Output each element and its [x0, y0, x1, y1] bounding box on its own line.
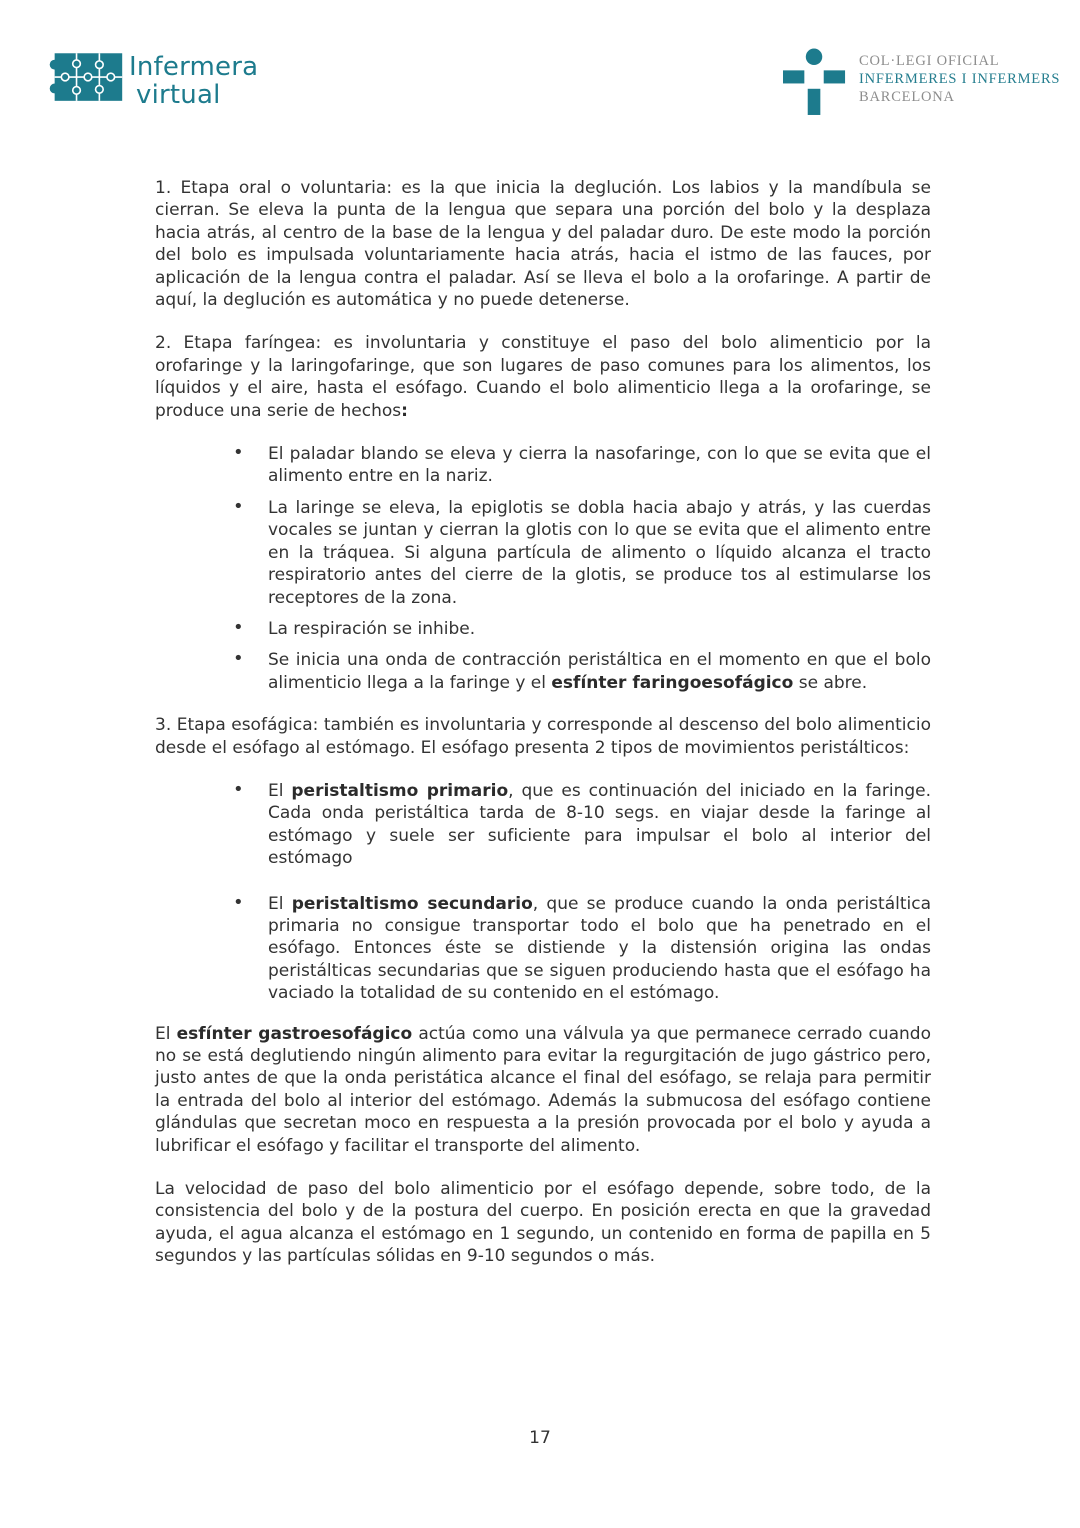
- logo-text-line1: Infermera: [129, 52, 259, 82]
- paragraph-velocidad-paso: La velocidad de paso del bolo alimenticio por el esófago depende, sobre todo, de la consistencia del bolo y de la postura del cuerpo. En posición erecta en que la gravedad ayuda, el agua alcanza el estómago en 1 segundo, un contenido en forma de papilla en 5 segundos y las partículas sólidas en 9-10 segundos o más.: [155, 1179, 931, 1267]
- coib-line2: INFERMERES I INFERMERS: [859, 71, 1061, 87]
- list-item: • La respiración se inhibe.: [155, 618, 931, 640]
- bullet-list-etapa-faringea: [155, 443, 931, 694]
- list-item: • El peristaltismo secundario, que se produce cuando la onda peristáltica primaria no consigue transportar todo el bolo que ha penetrado en el esófago. Entonces éste se distiende y la distensión origina las ondas peristálticas secundarias que se siguen produciendo hasta que el esófago ha vaciado la totalidad de su contenido en el estómago.: [155, 893, 931, 1005]
- list-item: • El peristaltismo primario, que es continuación del iniciado en la faringe. Cada onda peristáltica tarda de 8-10 segs. en viajar desde la faringe al estómago y suele ser suficiente para impulsar el bolo al interior del estómago: [155, 780, 931, 870]
- paragraph-etapa-esofagica: 3. Etapa esofágica: también es involuntaria y corresponde al descenso del bolo alimenticio desde el esófago al estómago. El esófago presenta 2 tipos de movimientos peristálticos:: [155, 715, 931, 758]
- infermera-virtual-logo: [48, 52, 258, 109]
- paragraph-etapa-oral: 1. Etapa oral o voluntaria: es la que inicia la deglución. Los labios y la mandíbula se cierran. Se eleva la punta de la lengua que separa una porción del bolo y la desplaza hacia atrás, al centro de la base de la lengua y del paladar duro. De este modo la porción del bolo es impulsada voluntariamente hacia atrás, hacia el istmo de las fauces, por aplicación de la lengua contra el paladar. Así se lleva el bolo a la orofaringe. A partir de aquí, la deglución es automática y no puede detenerse.: [155, 178, 931, 311]
- paragraph-esfinter-gastroesofagico: El esfínter gastroesofágico actúa como una válvula ya que permanece cerrado cuando no se está deglutiendo ningún alimento para evitar la regurgitación de jugo gástrico pero, justo antes de que la onda peristática alcance el final del esófago, se relaja para permitir la entrada del bolo al interior del estómago. Además la submucosa del esófago contiene glándulas que secretan moco en respuesta a la presión provocada por el bolo y ayuda a lubrificar el esófago y facilitar el transporte del alimento.: [155, 1023, 931, 1156]
- page-number: 17: [529, 1428, 551, 1448]
- coib-line1: COL·LEGI OFICIAL: [859, 53, 1000, 69]
- bullet-list-peristaltismo: [155, 780, 931, 1005]
- coib-line3: BARCELONA: [859, 89, 955, 105]
- puzzle-icon: [48, 52, 126, 104]
- paragraph-etapa-faringea: 2. Etapa faríngea: es involuntaria y constituye el paso del bolo alimenticio por la orofaringe y la laringofaringe, que son lugares de paso comunes para los alimentos, los líquidos y el aire, hasta el esófago. Cuando el bolo alimenticio llega a la orofaringe, se produce una serie de hechos:: [155, 333, 931, 421]
- coib-logo: [783, 47, 1060, 117]
- list-item: • La laringe se eleva, la epiglotis se dobla hacia abajo y atrás, y las cuerdas vocales se juntan y cierran la glotis con lo que se evita que el alimento entre en la tráquea. Si alguna partícula de alimento o líquido alcanza el tracto respiratorio antes del cierre de la glotis, se produce tos al estimularse los receptores de la zona.: [155, 497, 931, 609]
- infermera-virtual-wordmark: [129, 53, 258, 109]
- coib-wordmark: [859, 52, 1060, 106]
- list-item: • Se inicia una onda de contracción peristáltica en el momento en que el bolo alimenticio llega a la faringe y el esfínter faringoesofágico se abre.: [155, 649, 931, 694]
- cross-icon: [783, 47, 847, 117]
- document-body: [155, 177, 931, 1289]
- list-item: • El paladar blando se eleva y cierra la nasofaringe, con lo que se evita que el alimento entre en la nariz.: [155, 443, 931, 488]
- logo-text-line2: virtual: [136, 80, 221, 110]
